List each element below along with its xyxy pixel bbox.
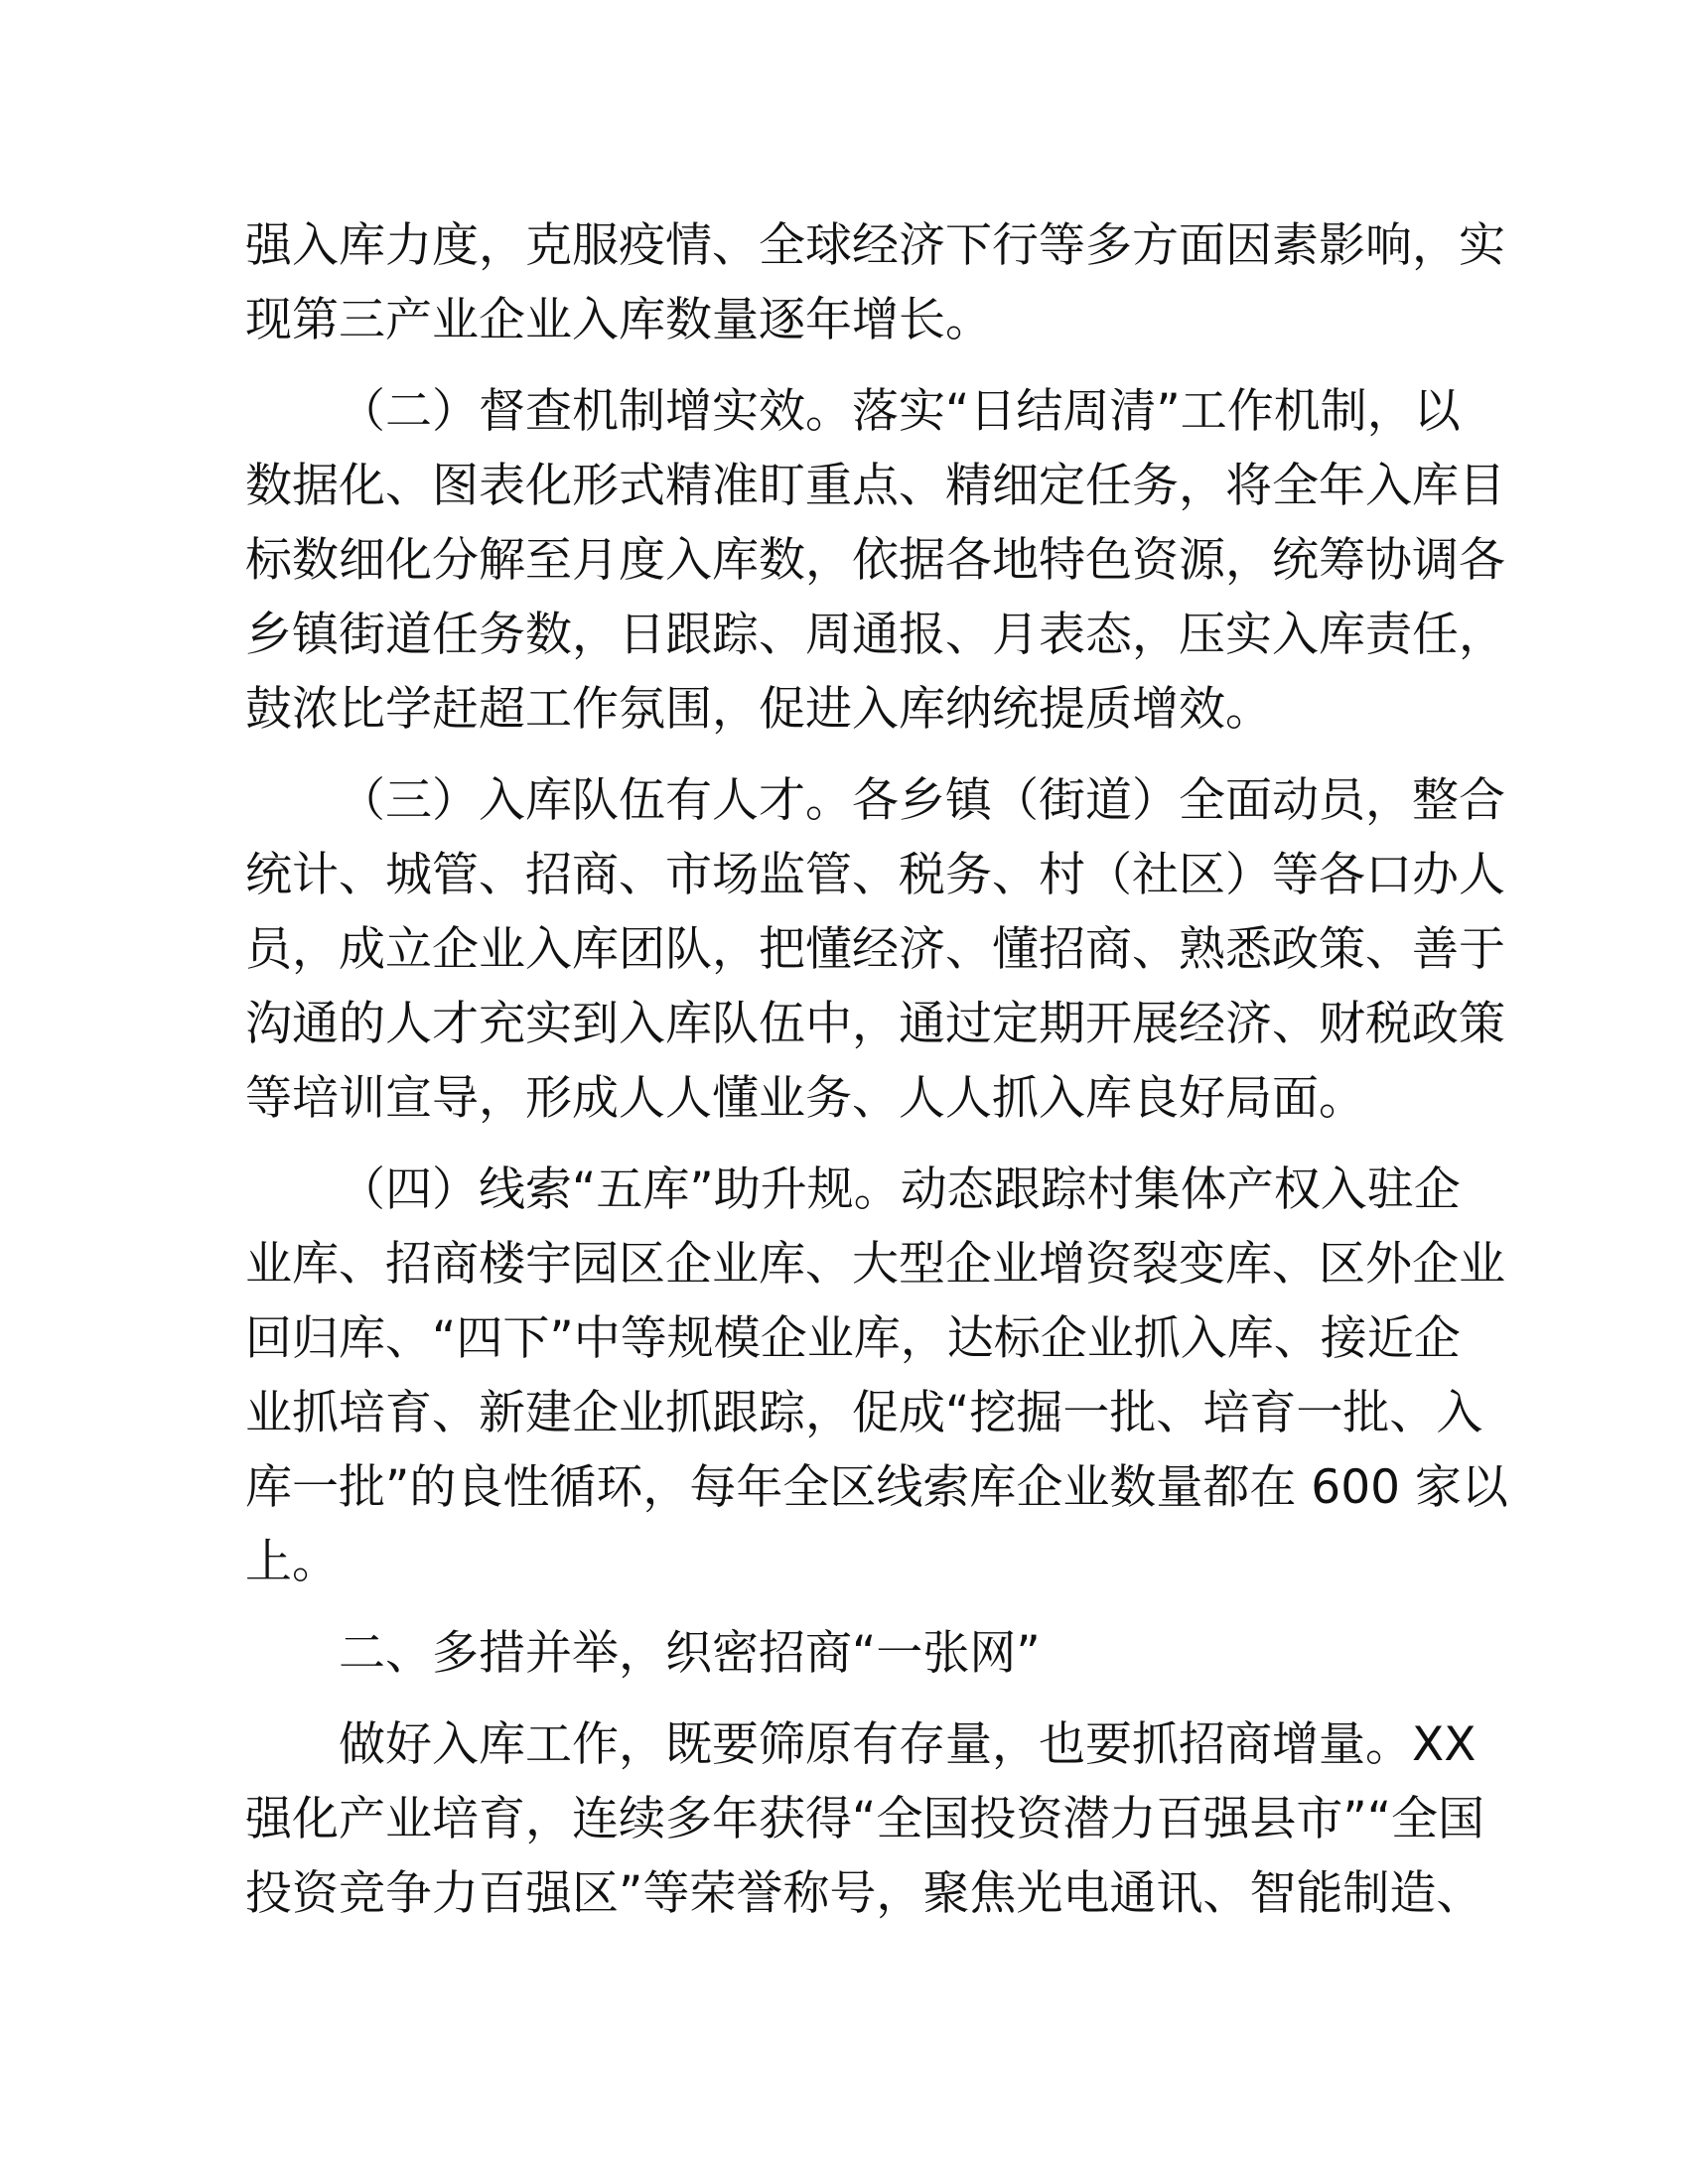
text-line: （四）线索“五库”助升规。动态跟踪村集体产权入驻企 [339,1162,1461,1217]
paragraph [245,1616,1424,1691]
text-line: （二）督查机制增实效。落实“日结周清”工作机制，以 [339,384,1461,439]
text-line: 统计、城管、招商、市场监管、税务、村（社区）等各口办人 [245,848,1505,902]
text-line: （三）入库队伍有人才。各乡镇（街道）全面动员，整合 [339,773,1505,828]
document-body [245,208,1508,1948]
text-line: 强化产业培育，连续多年获得“全国投资潜力百强县市”“全国 [245,1792,1485,1846]
text-line: 鼓浓比学赶超工作氛围，促进入库纳统提质增效。 [245,682,1272,737]
text-line: 业抓培育、新建企业抓跟踪，促成“挖掘一批、培育一批、入 [245,1386,1483,1440]
text-line: 做好入库工作，既要筛原有存量，也要抓招商增量。XX [339,1717,1477,1772]
text-line: 二、多措并举，织密招商“一张网” [339,1626,1041,1681]
paragraph [245,374,1505,747]
paragraph [245,1707,1485,1931]
text-line: 上。 [245,1535,339,1589]
paragraph [245,1153,1508,1599]
text-line: 数据化、图表化形式精准盯重点、精细定任务，将全年入库目 [245,459,1505,513]
text-line: 投资竞争力百强区”等荣誉称号，聚焦光电通讯、智能制造、 [245,1866,1483,1921]
text-line: 乡镇街道任务数，日跟踪、周通报、月表态，压实入库责任， [245,608,1505,662]
text-line: 沟通的人才充实到入库队伍中，通过定期开展经济、财税政策 [245,997,1505,1051]
text-line: 库一批”的良性循环，每年全区线索库企业数量都在 600 家以 [245,1460,1508,1515]
paragraph [245,763,1505,1136]
text-line: 等培训宣导，形成人人懂业务、人人抓入库良好局面。 [245,1071,1365,1126]
text-line: 强入库力度，克服疫情、全球经济下行等多方面因素影响，实 [245,218,1505,273]
text-line: 标数细化分解至月度入库数，依据各地特色资源，统筹协调各 [245,533,1505,588]
text-line: 业库、招商楼宇园区企业库、大型企业增资裂变库、区外企业 [245,1237,1505,1292]
text-line: 回归库、“四下”中等规模企业库，达标企业抓入库、接近企 [245,1311,1461,1366]
text-line: 员，成立企业入库团队，把懂经济、懂招商、熟悉政策、善于 [245,922,1505,977]
text-line: 现第三产业企业入库数量逐年增长。 [245,293,992,347]
paragraph [245,208,1505,357]
